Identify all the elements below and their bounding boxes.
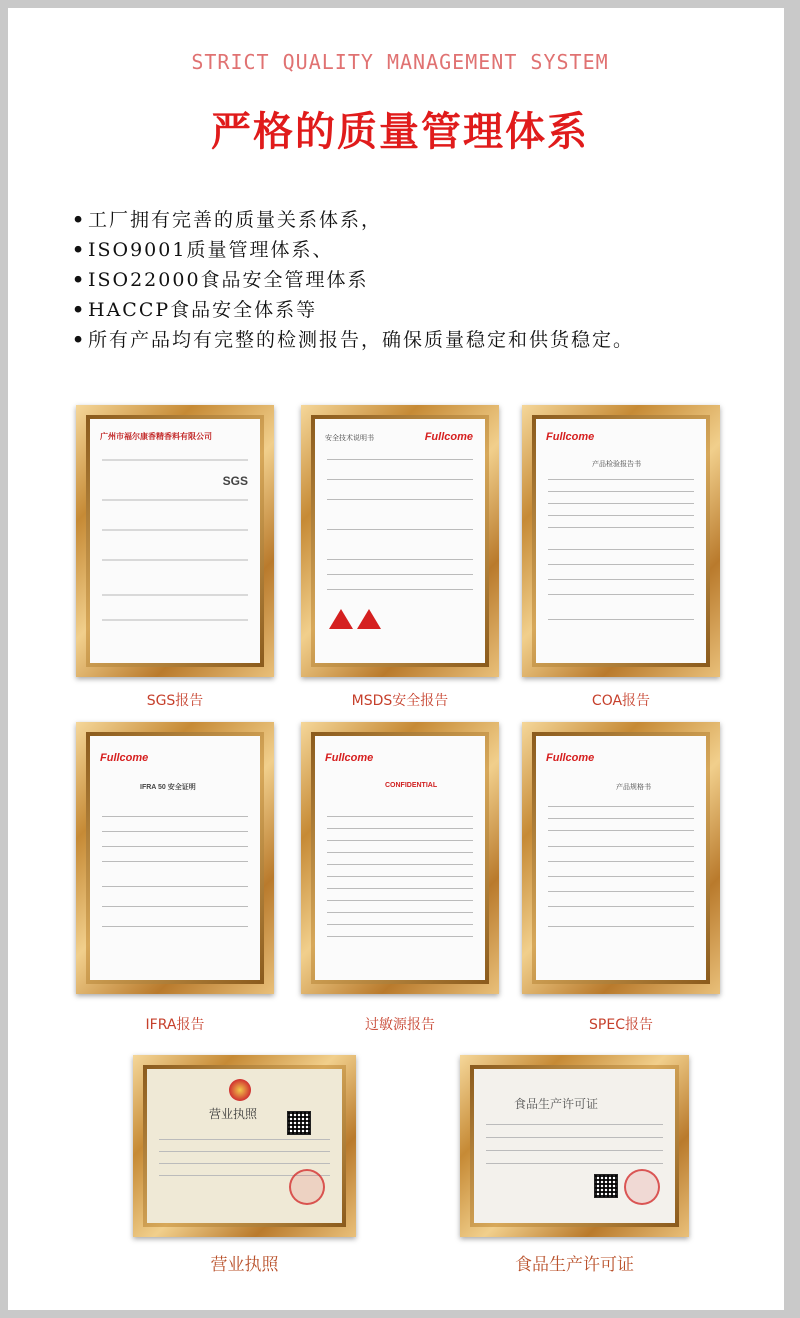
caption-business-license: 营业执照 bbox=[210, 1255, 279, 1275]
fullcome-logo: Fullcome bbox=[546, 431, 595, 443]
feature-item bbox=[72, 295, 634, 325]
page-subtitle: STRICT QUALITY MANAGEMENT SYSTEM bbox=[191, 50, 609, 74]
doc-row bbox=[327, 900, 473, 901]
feature-text: ISO22000食品安全管理体系 bbox=[88, 269, 369, 291]
bullet-icon: • bbox=[72, 299, 87, 321]
doc-row bbox=[327, 840, 473, 841]
doc-row bbox=[327, 888, 473, 889]
doc-row bbox=[327, 589, 473, 590]
doc-row bbox=[327, 828, 473, 829]
doc-title: 产品规格书 bbox=[616, 784, 651, 791]
feature-text: 工厂拥有完善的质量关系体系， bbox=[88, 209, 383, 231]
doc-row bbox=[102, 926, 248, 927]
ifra-report-document bbox=[90, 736, 260, 980]
doc-line bbox=[102, 559, 248, 561]
certificate-frame-sgs[interactable] bbox=[76, 405, 274, 677]
doc-title: 食品生产许可证 bbox=[514, 1097, 599, 1111]
doc-row bbox=[327, 852, 473, 853]
fullcome-logo: Fullcome bbox=[325, 752, 374, 764]
doc-row bbox=[548, 594, 694, 595]
bullet-icon: • bbox=[72, 209, 87, 231]
doc-row bbox=[548, 891, 694, 892]
fullcome-logo: Fullcome bbox=[100, 752, 149, 764]
doc-row bbox=[548, 846, 694, 847]
fullcome-logo: Fullcome bbox=[424, 431, 473, 443]
doc-row bbox=[486, 1150, 663, 1151]
official-seal-icon bbox=[624, 1169, 660, 1205]
doc-row bbox=[327, 876, 473, 877]
doc-row bbox=[548, 830, 694, 831]
feature-item bbox=[72, 235, 634, 265]
doc-company-name: 广州市福尔康香精香料有限公司 bbox=[100, 432, 212, 441]
doc-row bbox=[548, 619, 694, 620]
doc-row bbox=[548, 549, 694, 550]
doc-row bbox=[159, 1139, 330, 1140]
certificate-frame-coa[interactable] bbox=[522, 405, 720, 677]
doc-row bbox=[548, 503, 694, 504]
qr-code-icon bbox=[287, 1111, 311, 1135]
doc-row bbox=[102, 886, 248, 887]
frame-inner bbox=[470, 1065, 679, 1227]
allergen-report-document bbox=[315, 736, 485, 980]
hazard-icon bbox=[357, 609, 381, 629]
doc-row bbox=[548, 527, 694, 528]
caption-coa: COA报告 bbox=[591, 693, 651, 709]
certificate-frame-food-production-license[interactable] bbox=[460, 1055, 689, 1237]
doc-row bbox=[548, 564, 694, 565]
doc-row bbox=[327, 864, 473, 865]
doc-row bbox=[548, 579, 694, 580]
doc-row bbox=[327, 459, 473, 460]
certificate-frame-allergen[interactable] bbox=[301, 722, 499, 994]
feature-text: ISO9001质量管理体系、 bbox=[88, 239, 334, 261]
doc-row bbox=[548, 876, 694, 877]
certificate-frame-ifra[interactable] bbox=[76, 722, 274, 994]
feature-text: HACCP食品安全体系等 bbox=[88, 299, 318, 321]
frame-inner bbox=[311, 732, 489, 984]
doc-row bbox=[548, 479, 694, 480]
doc-row bbox=[548, 806, 694, 807]
doc-line bbox=[102, 594, 248, 596]
bullet-icon: • bbox=[72, 239, 87, 261]
feature-item bbox=[72, 265, 634, 295]
doc-line bbox=[102, 459, 248, 461]
certificate-frame-msds[interactable] bbox=[301, 405, 499, 677]
doc-row bbox=[327, 912, 473, 913]
doc-row bbox=[327, 479, 473, 480]
caption-msds: MSDS安全报告 bbox=[351, 693, 449, 709]
doc-row bbox=[486, 1124, 663, 1125]
coa-report-document bbox=[536, 419, 706, 663]
business-license-document bbox=[147, 1069, 342, 1223]
national-emblem-icon bbox=[229, 1079, 251, 1101]
frame-inner bbox=[532, 732, 710, 984]
doc-row bbox=[548, 515, 694, 516]
feature-list bbox=[72, 205, 634, 355]
doc-row bbox=[327, 574, 473, 575]
caption-food-production-license: 食品生产许可证 bbox=[515, 1255, 634, 1275]
frame-inner bbox=[532, 415, 710, 667]
hazard-icon bbox=[329, 609, 353, 629]
caption-allergen: 过敏源报告 bbox=[365, 1017, 435, 1033]
certificate-frame-spec[interactable] bbox=[522, 722, 720, 994]
doc-row bbox=[327, 816, 473, 817]
bullet-icon: • bbox=[72, 269, 87, 291]
doc-title: 产品检验报告书 bbox=[592, 461, 641, 468]
feature-item bbox=[72, 205, 634, 235]
doc-row bbox=[548, 491, 694, 492]
frame-inner bbox=[86, 732, 264, 984]
doc-row bbox=[159, 1151, 330, 1152]
certificate-frame-business-license[interactable] bbox=[133, 1055, 356, 1237]
doc-row bbox=[486, 1163, 663, 1164]
page-title: 严格的质量管理体系 bbox=[211, 109, 589, 155]
doc-row bbox=[102, 831, 248, 832]
qr-code-icon bbox=[594, 1174, 618, 1198]
doc-row bbox=[102, 846, 248, 847]
feature-item bbox=[72, 325, 634, 355]
sgs-logo: SGS bbox=[222, 474, 248, 488]
bullet-icon: • bbox=[72, 329, 87, 351]
food-license-document bbox=[474, 1069, 675, 1223]
doc-title: 营业执照 bbox=[209, 1107, 258, 1121]
doc-title: CONFIDENTIAL bbox=[385, 782, 438, 789]
fullcome-logo: Fullcome bbox=[546, 752, 595, 764]
doc-row bbox=[327, 559, 473, 560]
frame-inner bbox=[311, 415, 489, 667]
doc-row bbox=[327, 499, 473, 500]
doc-title: IFRA 50 安全证明 bbox=[140, 784, 196, 791]
doc-row bbox=[548, 861, 694, 862]
doc-row bbox=[159, 1163, 330, 1164]
official-seal-icon bbox=[289, 1169, 325, 1205]
doc-line bbox=[102, 619, 248, 621]
doc-row bbox=[486, 1137, 663, 1138]
doc-row bbox=[327, 529, 473, 530]
doc-row bbox=[327, 936, 473, 937]
doc-row bbox=[327, 924, 473, 925]
msds-report-document bbox=[315, 419, 485, 663]
doc-row bbox=[102, 861, 248, 862]
caption-ifra: IFRA报告 bbox=[145, 1017, 205, 1033]
feature-text: 所有产品均有完整的检测报告，确保质量稳定和供货稳定。 bbox=[88, 329, 635, 351]
doc-row bbox=[102, 816, 248, 817]
doc-row bbox=[548, 926, 694, 927]
doc-row bbox=[548, 818, 694, 819]
sgs-report-document bbox=[90, 419, 260, 663]
frame-inner bbox=[86, 415, 264, 667]
doc-line bbox=[102, 529, 248, 531]
doc-title: 安全技术说明书 bbox=[325, 435, 374, 442]
frame-inner bbox=[143, 1065, 346, 1227]
doc-row bbox=[102, 906, 248, 907]
doc-line bbox=[102, 499, 248, 501]
spec-report-document bbox=[536, 736, 706, 980]
caption-sgs: SGS报告 bbox=[146, 693, 204, 709]
caption-spec: SPEC报告 bbox=[589, 1017, 653, 1033]
doc-row bbox=[548, 906, 694, 907]
